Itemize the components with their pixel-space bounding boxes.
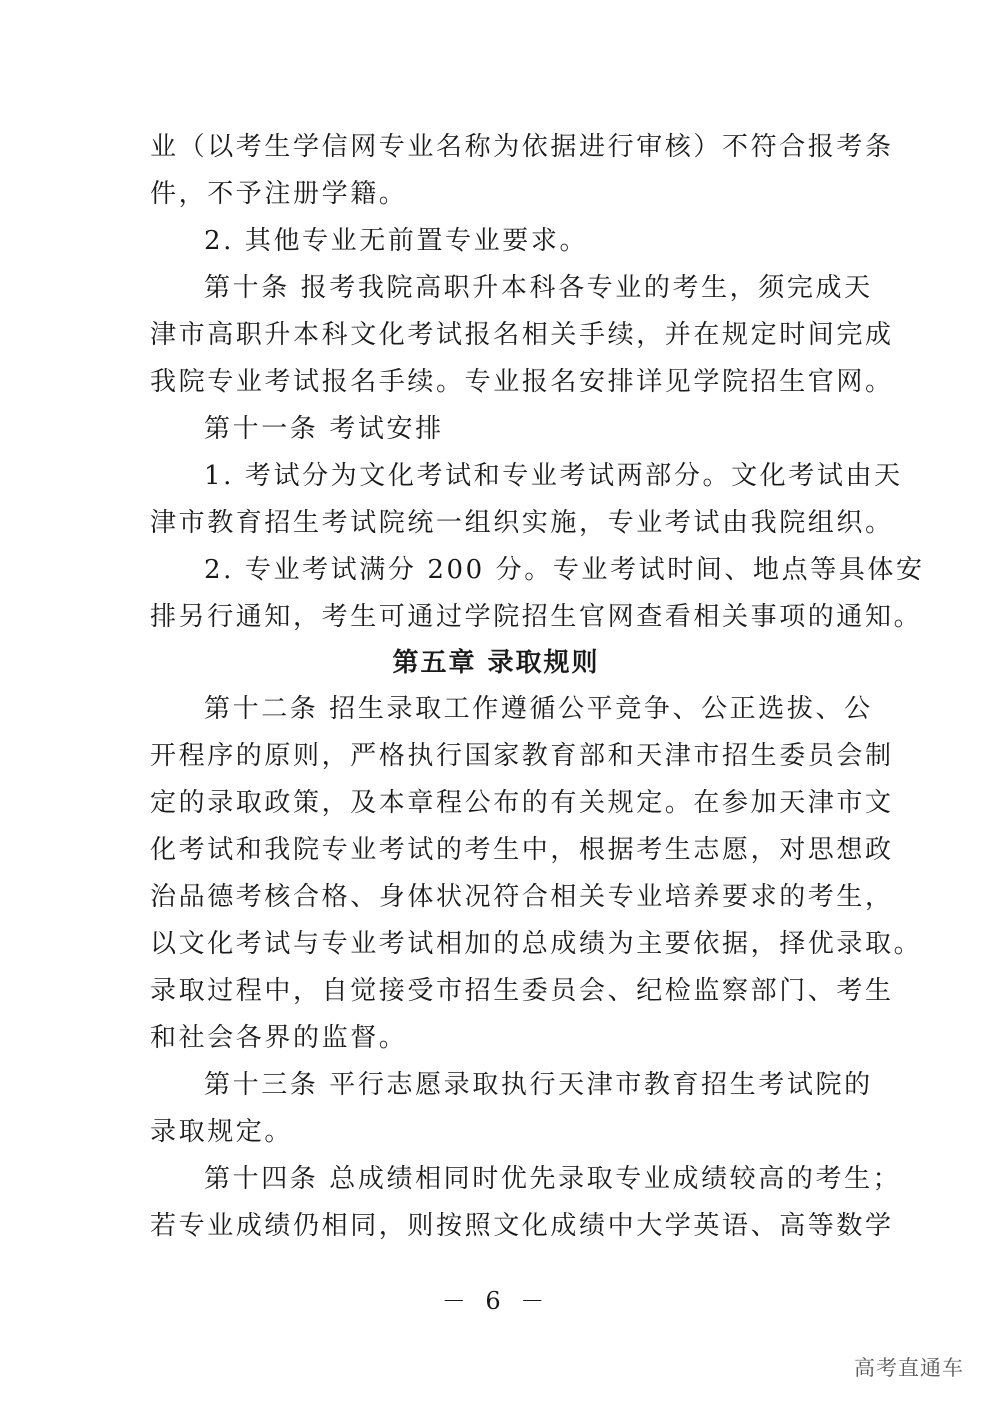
body-line: 开程序的原则，严格执行国家教育部和天津市招生委员会制: [150, 741, 894, 771]
page-number: － 6 －: [441, 1287, 551, 1315]
body-line: 津市高职升本科文化考试报名相关手续，并在规定时间完成: [150, 320, 894, 350]
body-line: 件，不予注册学籍。: [150, 179, 408, 209]
article-10-line: 第十条 报考我院高职升本科各专业的考生，须完成天: [204, 273, 873, 303]
body-line: 和社会各界的监督。: [150, 1023, 408, 1053]
body-line: 定的录取政策，及本章程公布的有关规定。在参加天津市文: [150, 788, 894, 818]
body-line: 录取过程中，自觉接受市招生委员会、纪检监察部门、考生: [150, 976, 894, 1006]
body-line: 业（以考生学信网专业名称为依据进行审核）不符合报考条: [150, 132, 894, 162]
article-13-line: 第十三条 平行志愿录取执行天津市教育招生考试院的: [204, 1070, 873, 1100]
body-line: 以文化考试与专业考试相加的总成绩为主要依据，择优录取。: [150, 929, 923, 959]
body-line: 若专业成绩仍相同，则按照文化成绩中大学英语、高等数学: [150, 1211, 894, 1241]
body-line: 2. 其他专业无前置专业要求。: [204, 226, 589, 256]
watermark: 高考直通车: [854, 1356, 964, 1380]
body-line: 治品德考核合格、身体状况符合相关专业培养要求的考生，: [150, 882, 894, 912]
body-line: 录取规定。: [150, 1117, 294, 1147]
body-line: 津市教育招生考试院统一组织实施，专业考试由我院组织。: [150, 508, 894, 538]
body-line: 2. 专业考试满分 200 分。专业考试时间、地点等具体安: [204, 555, 925, 585]
body-line: 我院专业考试报名手续。专业报名安排详见学院招生官网。: [150, 367, 894, 397]
body-line: 排另行通知，考生可通过学院招生官网查看相关事项的通知。: [150, 602, 923, 632]
body-line: 化考试和我院专业考试的考生中，根据考生志愿，对思想政: [150, 835, 894, 865]
body-line: 1. 考试分为文化考试和专业考试两部分。文化考试由天: [204, 461, 903, 491]
chapter-heading: 第五章 录取规则: [392, 648, 600, 678]
article-12-line: 第十二条 招生录取工作遵循公平竞争、公正选拔、公: [204, 694, 873, 724]
article-11-line: 第十一条 考试安排: [204, 414, 444, 444]
article-14-line: 第十四条 总成绩相同时优先录取专业成绩较高的考生；: [204, 1164, 902, 1194]
